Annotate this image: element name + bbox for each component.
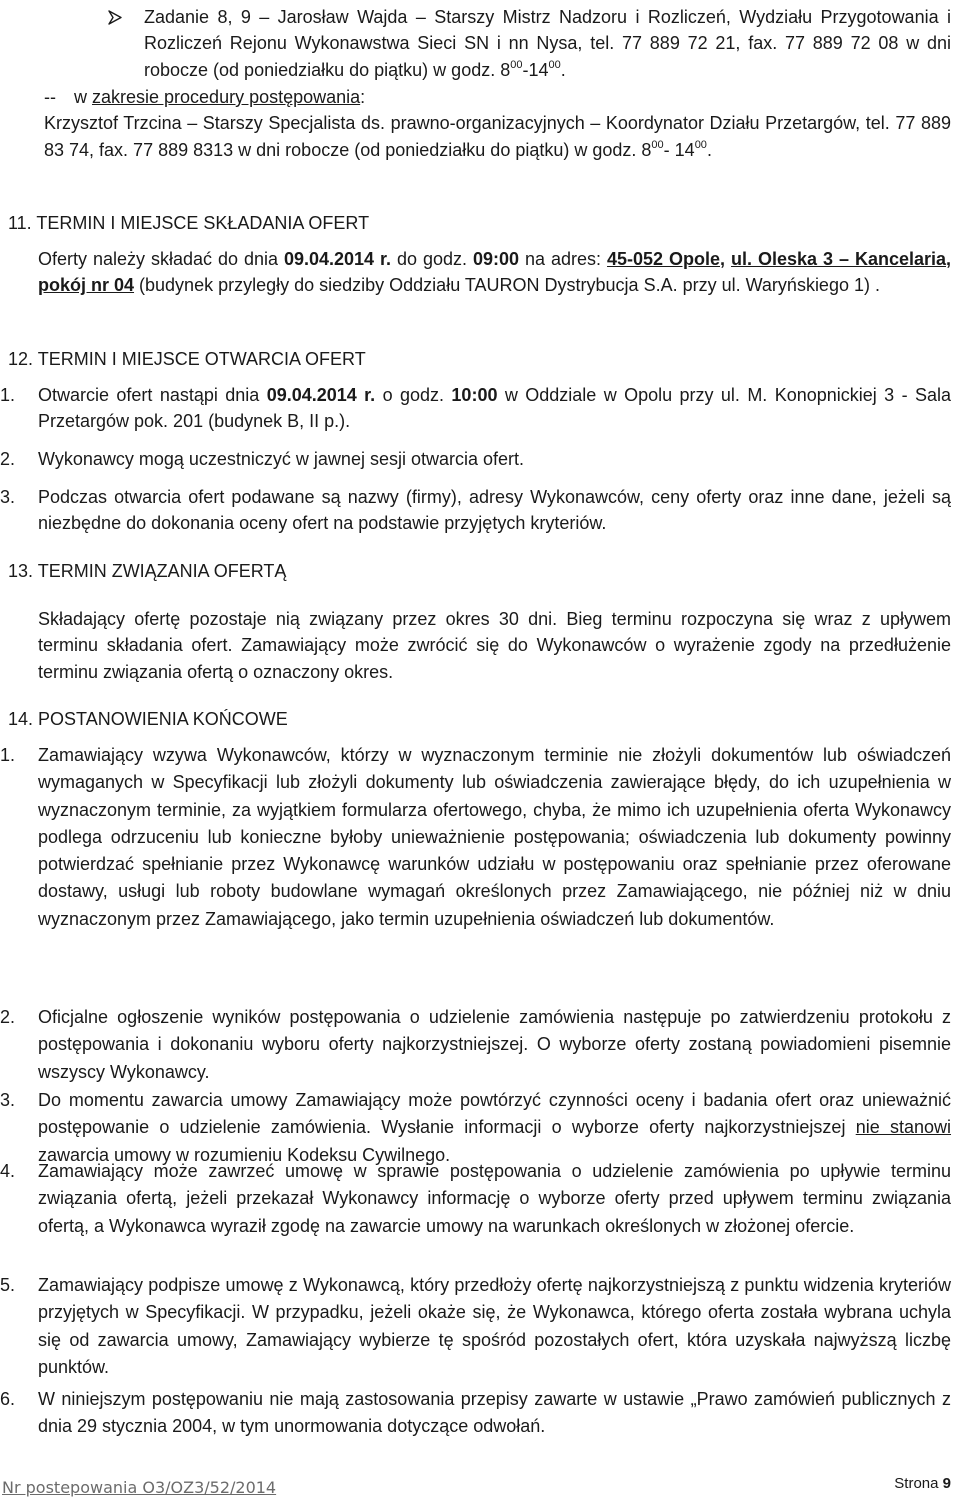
contact-bullet: [144, 4, 951, 83]
list-number: 3.: [0, 487, 16, 507]
offer-address-2: ul. Oleska 3 – Kancelaria, pokój nr 04: [38, 249, 951, 296]
final-item-3-text: Do momentu zawarcia umowy Zamawiający może powtórzyć czynności oceny i badania ofert oraz unieważnić postępowanie o udzielenie zamówienia. Wysłanie informacji o wyborze oferty najkorzystniejszej: [38, 1090, 951, 1138]
list-number: 1.: [0, 385, 16, 405]
page-number-value: 9: [942, 1475, 951, 1492]
procedure-mid: - 14: [663, 139, 695, 160]
final-item-2-text: Oficjalne ogłoszenie wyników postępowania o udzielenie zamówienia następuje po zatwierdzeniu protokołu z postępowania i dokonaniu wyboru oferty najkorzystniejszej. O wyborze oferty zostaną powiadomieni pisemnie wszyscy Wykonawcy.: [38, 1007, 951, 1082]
section-13-text: Składający ofertę pozostaje nią związany przez okres 30 dni. Bieg terminu rozpoczyna się wraz z upływem terminu składania ofert. Zamawiający może zwrócić się do Wykonawców o wyrażenie zgody na przedłużenie terminu związania ofertą o oznaczony okres.: [38, 609, 951, 682]
final-item-1-text: Zamawiający wzywa Wykonawców, którzy w wyznaczonym terminie nie złożyli dokumentów lub oświadczeń wymaganych w Specyfikacji lub złożyli dokumenty lub oświadczenia zawierające błędy, do ich uzupełnienia w wyznaczonym terminie, za wyjątkiem formularza ofertowego, chyba, że mimo ich uzupełnienia oferta Wykonawcy podlega odrzuceniu lub konieczne byłoby unieważnienie postępowania; oświadczenia lub dokumenty powinny potwierdzać spełnianie przez Wykonawcę warunków udziału w postępowaniu oraz spełnianie przez oferowane dostawy, usługi lub roboty budowlane wymagań określonych przez Zamawiającego, nie później niż w dniu wyznaczonym przez Zamawiającego, jako termin uzupełnienia oświadczeń lub dokumentów.: [38, 745, 951, 929]
offer-address-note: (budynek przyległy do siedziby Oddziału TAURON Dystrybucja S.A. przy ul. Waryńskiego 1) .: [134, 275, 880, 296]
opening-item-1: [0, 382, 951, 435]
opening-item-2: [0, 446, 951, 472]
procedure-colon: :: [360, 87, 366, 107]
final-item-3: [0, 1087, 952, 1169]
arrow-bullet-icon: [108, 10, 123, 25]
offer-deadline-text-3: na adres:: [519, 249, 608, 269]
procedure-number: Nr postepowania O3/OZ3/52/2014: [2, 1478, 277, 1497]
section-12-heading: 12. TERMIN I MIEJSCE OTWARCIA OFERT: [8, 349, 366, 369]
final-item-2: [0, 1004, 951, 1086]
opening-text: Otwarcie ofert nastąpi dnia: [38, 385, 267, 405]
section-13-heading: 13. TERMIN ZWIĄZANIA OFERTĄ: [8, 561, 287, 581]
procedure-underlined: zakresie procedury postępowania: [92, 87, 361, 107]
procedure-intro: w: [74, 87, 92, 107]
dash-marker: -: [50, 87, 56, 107]
section-11-heading: 11. TERMIN I MIEJSCE SKŁADANIA OFERT: [8, 213, 370, 233]
offer-deadline-text: Oferty należy składać do dnia: [38, 249, 284, 269]
opening-date: 09.04.2014 r.: [266, 385, 376, 405]
offer-address-1: 45-052 Opole,: [607, 249, 726, 269]
list-number: 2.: [0, 449, 16, 469]
offer-date: 09.04.2014 r.: [283, 249, 392, 269]
opening-item-3: [0, 484, 951, 537]
final-item-4-text: Zamawiający może zawrzeć umowę w sprawie postępowania o udzielenie zamówienia po upływie terminu związania ofertą, jeżeli przekazał Wykonawcy informację o wyborze oferty przed upływem terminu związania ofertą, a Wykonawca wyraził zgodę na zawarcie umowy na warunkach określonych w złożonej ofercie.: [38, 1161, 951, 1236]
procedure-contact-text: [44, 84, 951, 163]
final-item-5: [0, 1272, 951, 1381]
list-number: 3.: [0, 1090, 16, 1110]
list-number: 6.: [0, 1389, 16, 1409]
list-number: 2.: [0, 1007, 16, 1027]
final-item-5-text: Zamawiający podpisze umowę z Wykonawcą, który przedłoży ofertę najkorzystniejszą z punktu widzenia kryteriów przyjętych w Specyfikacji. W przypadku, jeżeli okaże się, że Wykonawca, którego oferta została wybrana uchyla się od zawarcia umowy, Zamawiający wybierze tę spośród pozostałych ofert, która uzyskała najwyższą liczbę punktów.: [38, 1275, 951, 1377]
final-item-3-underlined: nie stanowi: [855, 1117, 952, 1138]
final-item-6-text: W niniejszym postępowaniu nie mają zastosowania przepisy zawarte w ustawie „Prawo zamówień publicznych z dnia 29 stycznia 2004, w tym unormowania dotyczące odwołań.: [38, 1389, 951, 1437]
list-number: 5.: [0, 1275, 16, 1295]
contact-text-end: .: [560, 59, 566, 80]
section-14-heading: 14. POSTANOWIENIA KOŃCOWE: [8, 709, 288, 729]
final-item-4: [0, 1158, 951, 1240]
final-item-1: [0, 742, 951, 933]
offer-deadline-text-2: do godz.: [391, 249, 474, 269]
page-label: Strona: [894, 1475, 943, 1492]
time-sup: 00: [548, 58, 561, 71]
contact-text-mid: -14: [522, 59, 549, 80]
dash-space: -: [44, 87, 50, 107]
time-sup: 00: [510, 58, 523, 71]
opening-time: 10:00: [451, 385, 498, 405]
contact-text: Zadanie 8, 9 – Jarosław Wajda – Starszy Mistrz Nadzoru i Rozliczeń, Wydziału Przygotowania i Rozliczeń Rejonu Wykonawstwa Sieci SN i nn Nysa, tel. 77 889 72 21, fax. 77 889 72 08 w dni robocze (od poniedziałku do piątku) w godz. 8: [144, 7, 951, 80]
opening-item-3-text: Podczas otwarcia ofert podawane są nazwy (firmy), adresy Wykonawców, ceny oferty oraz inne dane, jeżeli są niezbędne do dokonania oceny ofert na podstawie przyjętych kryteriów.: [38, 487, 951, 534]
list-number: 4.: [0, 1161, 16, 1181]
time-sup: 00: [694, 138, 707, 151]
opening-item-2-text: Wykonawcy mogą uczestniczyć w jawnej sesji otwarcia ofert.: [38, 449, 525, 469]
time-sup: 00: [651, 138, 664, 151]
procedure-text: Krzysztof Trzcina – Starszy Specjalista ds. prawno-organizacyjnych – Koordynator Działu Przetargów, tel. 77 889 83 74, fax. 77 889 8313 w dni robocze (od poniedziałku do piątku) w godz. 8: [44, 113, 951, 160]
offer-time: 09:00: [473, 249, 520, 269]
opening-location: w Oddziale w Opolu przy ul. M. Konopnickiej 3 - Sala Przetargów pok. 201 (budynek B, II p.).: [38, 385, 951, 432]
procedure-end: .: [706, 139, 712, 160]
section-11-text: [38, 246, 951, 299]
opening-text-2: o godz.: [375, 385, 452, 405]
list-number: 1.: [0, 745, 16, 765]
page-number: [894, 1474, 951, 1494]
final-item-3-text-2: zawarcia umowy w rozumieniu Kodeksu Cywilnego.: [38, 1144, 451, 1165]
final-item-6: [0, 1386, 951, 1441]
